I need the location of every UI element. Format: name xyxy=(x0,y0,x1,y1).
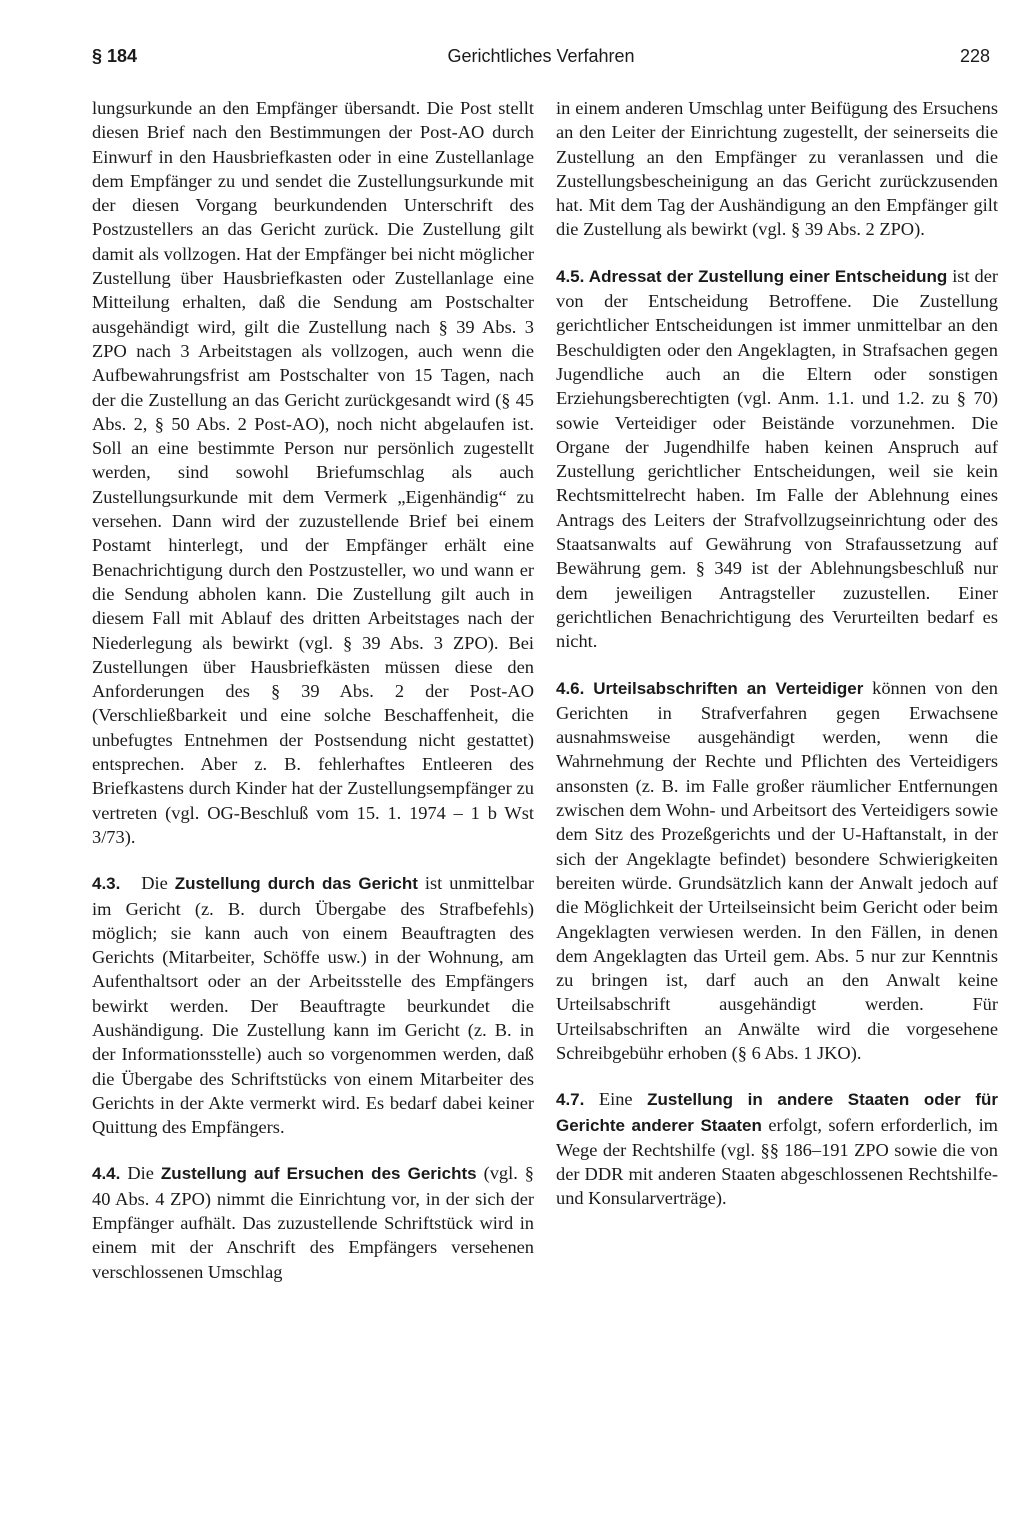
paragraph-number: 4.7. xyxy=(556,1090,585,1110)
paragraph-lead: Zustellung in andere Staaten oder für Gerichte anderer Staaten xyxy=(556,1090,998,1135)
paragraph-4-7 xyxy=(556,1087,998,1210)
paragraph-continuation: lungsurkunde an den Empfänger übersandt. Die Post stellt diesen Brief nach den Bestimmungen der Post-AO durch Einwurf in den Hausbriefkasten oder in eine Zustellanlage dem Empfänger zu und sendet die Zustellungsurkunde mit der diesen Vorgang beurkundenden Unterschrift des Postzustellers an das Gericht zurück. Die Zustellung gilt damit als vollzogen. Hat der Empfänger bei nicht möglicher Zustellung über Hausbriefkasten oder Zustellanlage eine Mitteilung erhalten, daß die Sendung am Postschalter ausgehändigt wird, gilt die Zustellung nach § 39 Abs. 3 ZPO nach 3 Arbeitstagen als vollzogen, auch wenn die Aufbewahrungsfrist am Postschalter von 15 Tagen, nach der die Zustellung an das Gericht zurückgesandt wird (§ 45 Abs. 2, § 50 Abs. 2 Post-AO), noch nicht abgelaufen ist. Soll an eine bestimmte Person nur persönlich zugestellt werden, sind sowohl Briefumschlag als auch Zustellungsurkunde mit dem Vermerk „Eigenhändig“ zu versehen. Dann wird der zuzustellende Brief bei einem Postamt hinterlegt, und der Empfänger erhält eine Benachrichtigung durch den Postzusteller, wo und wann er die Sendung abholen kann. Die Zustellung gilt auch in diesem Fall mit Ablauf des dritten Arbeitstages nach der Niederlegung als bewirkt (vgl. § 39 Abs. 3 ZPO). Bei Zustellungen über Hausbriefkästen müssen diese den Anforderungen des § 39 Abs. 2 der Post-AO (Verschließbarkeit und eine solche Beschaffenheit, die unbefugtes Entnehmen der Postsendung nicht gestattet) entsprechen. Aber z. B. fehlerhaftes Entleeren des Briefkastens durch Kinder hat der Zustellungsempfänger zu vertreten (vgl. OG-Beschluß vom 15. 1. 1974 – 1 b Wst 3/73). xyxy=(92,98,534,847)
paragraph-4-4 xyxy=(92,1161,534,1283)
paragraph-4-3 xyxy=(92,871,534,1139)
paragraph-pre: Die xyxy=(141,873,168,894)
paragraph-pre: Eine xyxy=(598,1089,633,1110)
paragraph-lead: Zustellung auf Ersuchen des Gerichts xyxy=(160,1164,477,1184)
paragraph-lead: Zustellung durch das Gericht xyxy=(174,874,418,894)
paragraph-text: (vgl. § 40 Abs. 4 ZPO) nimmt die Einrichtung vor, in der sich der Empfänger aufhält. Das zuzustellende Schriftstück wird in einem mit der Anschrift des Empfängers versehenen verschlossenen Umschlag xyxy=(92,1163,534,1282)
section-marker: § 184 xyxy=(92,46,138,66)
left-column xyxy=(92,96,534,1284)
paragraph-text: erfolgt, sofern erforderlich, im Wege der Rechtshilfe (vgl. §§ 186–191 ZPO sowie die von der DDR mit anderen Staaten abgeschlossenen Rechtshilfe- und Konsularverträge). xyxy=(556,1114,998,1209)
paragraph-number: 4.4. xyxy=(92,1164,121,1184)
page-number: 228 xyxy=(959,46,990,66)
paragraph-4-5 xyxy=(556,264,998,654)
running-title: Gerichtliches Verfahren xyxy=(447,46,635,66)
right-column xyxy=(556,96,998,1211)
paragraph-number: 4.3. xyxy=(92,874,121,894)
page-header xyxy=(92,46,990,78)
paragraph-text: ist unmittelbar im Gericht (z. B. durch Übergabe des Strafbefehls) möglich; sie kann auch von einem Beauftragten des Gerichts (Mitarbeiter, Schöffe usw.) in der Wohnung, am Aufenthaltsort oder an der Arbeitsstelle des Empfängers bewirkt werden. Der Beauftragte beurkundet die Aushändigung. Die Zustellung kann im Gericht (z. B. in der Informationsstelle) auch so vorgenommen werden, daß die Übergabe des Schriftstücks von einem Mitarbeiter des Gerichts in der Akte vermerkt wird. Es bedarf dabei keiner Quittung des Empfängers. xyxy=(92,873,534,1138)
paragraph-text: können von den Gerichten in Strafverfahren gegen Erwachsene ausnahmsweise ausgehändigt werden, wenn die Wahrnehmung der Rechte und Pflichten des Verteidigers ansonsten (z. B. im Falle großer räumlicher Entfernungen zwischen dem Wohn- und Arbeitsort des Verteidigers sowie dem Sitz des Prozeßgerichts und der U-Haftanstalt, in der sich der Angeklagte befindet) besondere Schwierigkeiten bereiten würde. Grundsätzlich kann der Anwalt jedoch auf die Möglichkeit der Urteilseinsicht beim Gericht oder beim Angeklagten verwiesen werden. In den Fällen, in denen dem Angeklagten das Urteil gem. Abs. 5 nur zur Kenntnis zu bringen ist, darf auch an den Anwalt keine Urteilsabschrift ausgehändigt werden. Für Urteilsabschriften an Anwälte wird die vorgesehene Schreibgebühr erhoben (§ 6 Abs. 1 JKO). xyxy=(556,677,998,1063)
paragraph-lead: 4.6. Urteilsabschriften an Verteidiger xyxy=(556,678,864,698)
paragraph-pre: Die xyxy=(127,1163,154,1184)
paragraph-lead: 4.5. Adressat der Zustellung einer Entscheidung xyxy=(556,266,948,286)
paragraph-text: ist der von der Entscheidung Betroffene. Die Zustellung gerichtlicher Entscheidungen ist immer unmittelbar an den Beschuldigten oder den Angeklagten, in Strafsachen gegen Jugendliche auch an die Eltern oder sonstigen Erziehungsberechtigten (vgl. Anm. 1.1. und 1.2. zu § 70) sowie Verteidiger oder Beistände vorzunehmen. Die Organe der Jugendhilfe haben keinen Anspruch auf Zustellung gerichtlicher Entscheidungen, weil sie kein Rechtsmittelrecht haben. Im Falle der Ablehnung eines Antrags des Leiters der Strafvollzugseinrichtung oder des Staatsanwalts auf Gewährung von Strafaussetzung auf Bewährung gem. § 349 ist der Ablehnungsbeschluß nur dem jeweiligen Antragsteller zuzustellen. Einer gerichtlichen Benachrichtigung des Verurteilten bedarf es nicht. xyxy=(556,265,998,652)
paragraph-4-6 xyxy=(556,676,998,1066)
paragraph-continuation: in einem anderen Umschlag unter Beifügung des Ersuchens an den Leiter der Einrichtung zugestellt, der seinerseits die Zustellung an den Empfänger zu veranlassen und die Zustellungsbescheinigung an das Gericht zurückzusenden hat. Mit dem Tag der Aushändigung an den Empfänger gilt die Zustellung als bewirkt (vgl. § 39 Abs. 2 ZPO). xyxy=(556,98,998,240)
